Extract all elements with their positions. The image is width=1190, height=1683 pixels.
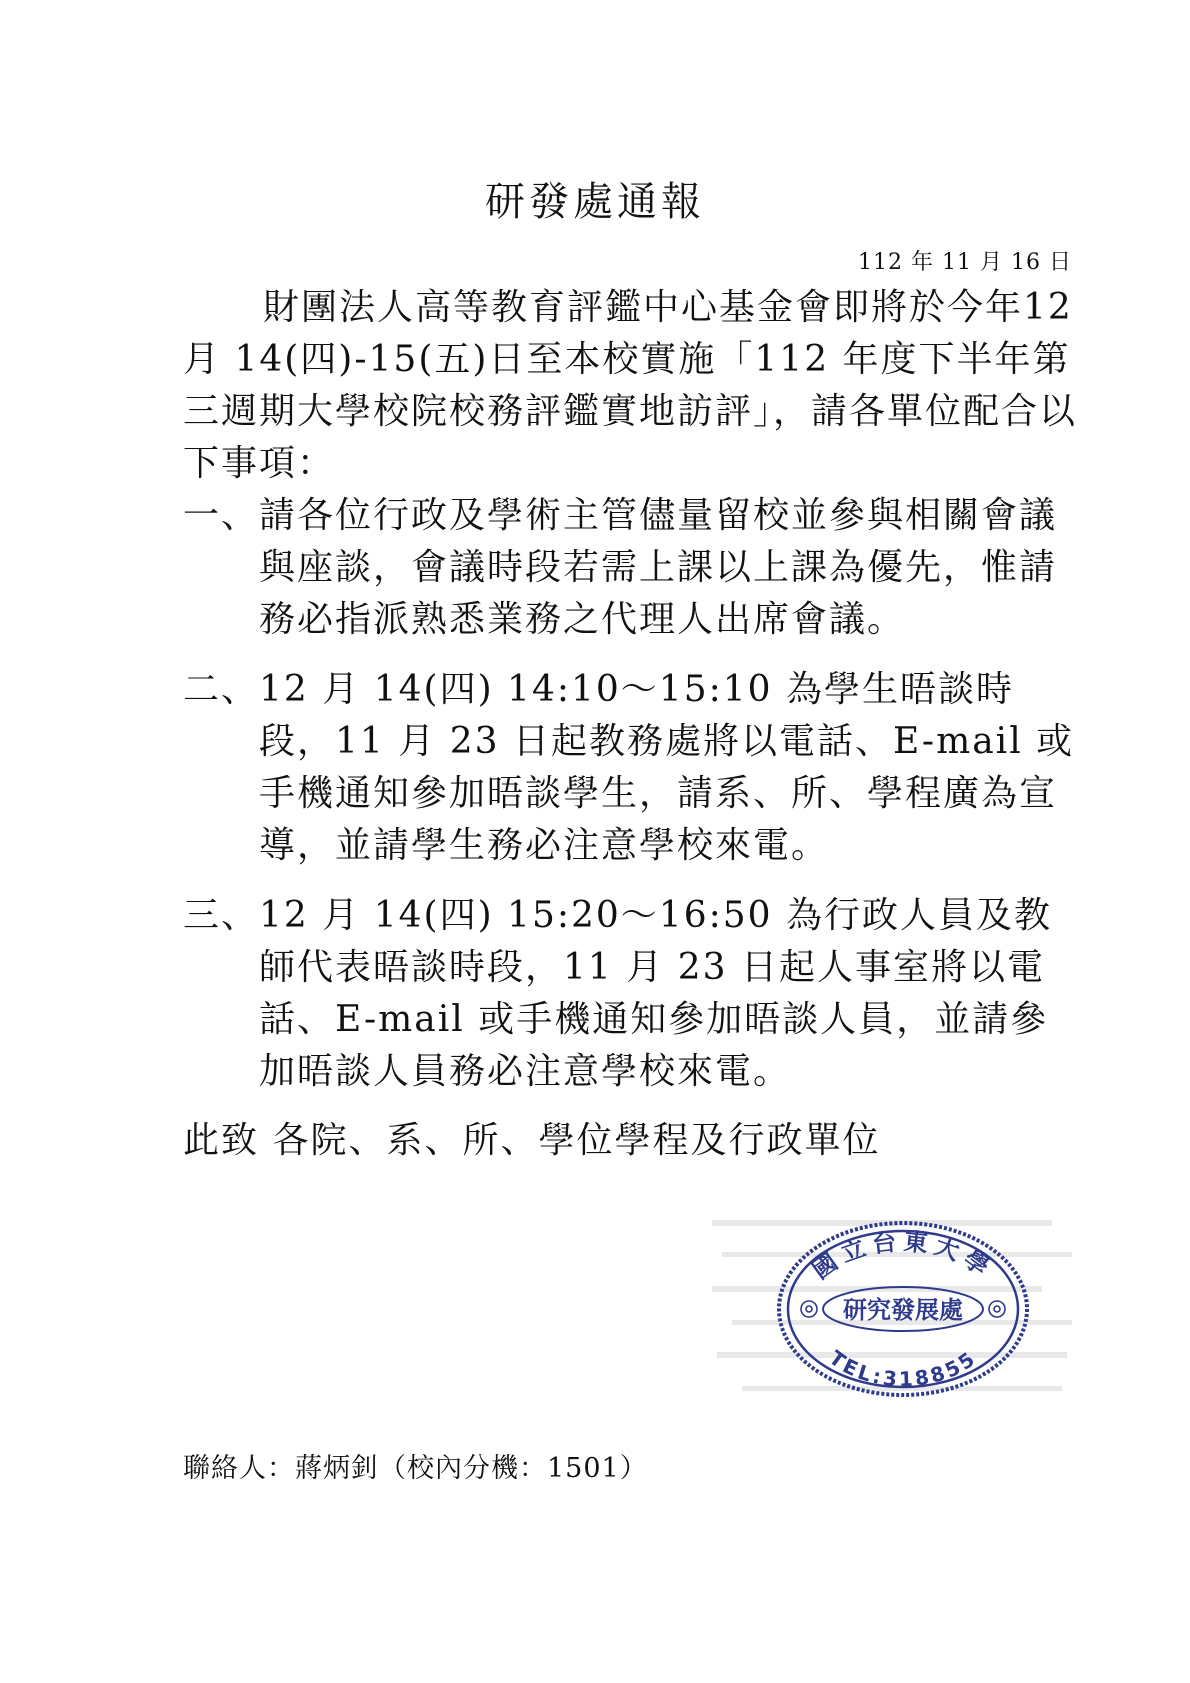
seal-bottom-text: TEL:318855 — [824, 1345, 982, 1392]
intro-paragraph: 財團法人高等教育評鑑中心基金會即將於今年12 月 14(四)-15(五)日至本校實施「112 年度下半年第三週期大學校院校務評鑑實地訪評」，請各單位配合以下事項： — [183, 287, 1078, 484]
document-title: 研發處通報 — [485, 179, 705, 225]
list-item-number: 二、 — [183, 669, 260, 710]
list-item — [183, 664, 1078, 872]
list-item — [183, 890, 1078, 1098]
document-date: 112 年 11 月 16 日 — [858, 250, 1072, 275]
list-item-text: 12 月 14(四) 15:20～16:50 為行政人員及教師代表晤談時段，11 月 23 日起人事室將以電話、E-mail 或手機通知參加晤談人員，並請參加晤談人員務必注意學校來電。 — [259, 895, 1052, 1092]
list-item-number: 一、 — [183, 495, 260, 536]
list-item-number: 三、 — [183, 895, 260, 936]
closing-line: 此致 各院、系、所、學位學程及行政單位 — [183, 1120, 881, 1161]
seal-top-text: 國立台東大學 — [806, 1226, 1000, 1285]
seal-flower-right-icon — [989, 1301, 1005, 1317]
seal-center-text: 研究發展處 — [843, 1295, 963, 1324]
list-item-text: 請各位行政及學術主管儘量留校並參與相關會議與座談，會議時段若需上課以上課為優先，惟請務必指派熟悉業務之代理人出席會議。 — [259, 495, 1058, 640]
list-item-text: 12 月 14(四) 14:10～15:10 為學生晤談時段，11 月 23 日起教務處將以電話、E-mail 或手機通知參加晤談學生，請系、所、學程廣為宣導，並請學生務必注意學校來電。 — [259, 669, 1075, 866]
list-item — [183, 490, 1078, 646]
contact-line: 聯絡人：蔣炳釗（校內分機：1501） — [183, 1453, 648, 1484]
seal-flower-left-icon — [801, 1301, 817, 1317]
official-seal — [775, 1218, 1031, 1400]
